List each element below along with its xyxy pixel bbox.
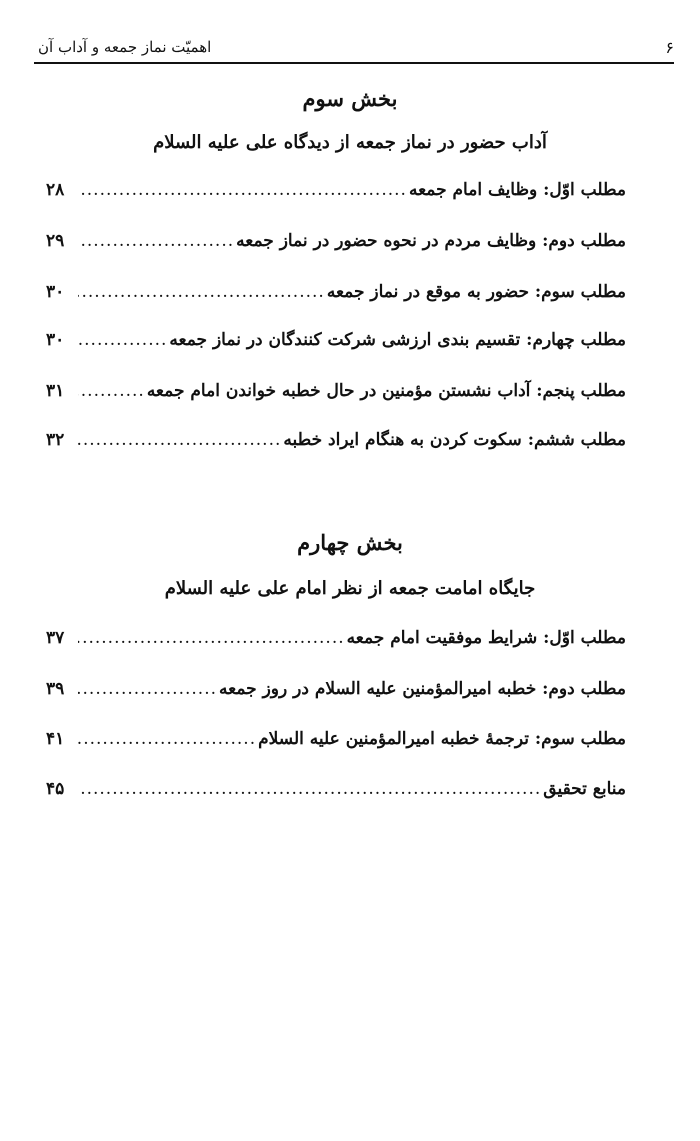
dot-leader: [78, 381, 145, 401]
running-header: [38, 34, 674, 60]
toc-entry-label: مطلب اوّل: وظایف امام جمعه: [408, 180, 626, 200]
toc-entry-label: منابع تحقیق: [543, 779, 626, 799]
section-subtitle-4: جایگاه امامت جمعه از نظر امام علی عليه السلام: [164, 578, 536, 599]
toc-entry-label: مطلب دوم: خطبه امیرالمؤمنین عليه السلام در روز جمعه: [219, 679, 626, 699]
toc-entry-page: ۲۹: [46, 231, 65, 251]
toc-entry[interactable]: [46, 330, 626, 360]
toc-entry[interactable]: [46, 180, 626, 210]
section-subtitle-3: آداب حضور در نماز جمعه از دیدگاه علی عليه السلام: [153, 132, 547, 153]
dot-leader: [78, 282, 325, 302]
toc-entry-page: ۳۰: [46, 282, 65, 302]
dot-leader: [78, 779, 541, 799]
toc-entry-page: ۴۱: [46, 729, 65, 749]
toc-entry-label: مطلب سوم: ترجمهٔ خطبه امیرالمؤمنین عليه السلام: [258, 729, 626, 749]
dot-leader: [78, 430, 281, 450]
toc-entry-label: مطلب ششم: سکوت کردن به هنگام ایراد خطبه: [283, 430, 626, 450]
toc-entry-label: مطلب سوم: حضور به موقع در نماز جمعه: [326, 282, 626, 302]
dot-leader: [78, 679, 217, 699]
toc-entry[interactable]: [46, 430, 626, 460]
toc-entry-page: ۳۰: [46, 330, 65, 350]
dot-leader: [78, 330, 167, 350]
toc-entry[interactable]: [46, 679, 626, 709]
book-title: اهمیّت نماز جمعه و آداب آن: [38, 38, 212, 56]
toc-entry-page: ۳۲: [46, 430, 65, 450]
toc-entry-page: ۳۷: [46, 628, 65, 648]
dot-leader: [78, 729, 256, 749]
toc-entry[interactable]: [46, 628, 626, 658]
toc-entry-page: ۳۱: [46, 381, 65, 401]
section-title-3: بخش سوم: [302, 86, 398, 111]
toc-entry[interactable]: [46, 231, 626, 261]
section-title-4: بخش چهارم: [297, 530, 403, 555]
toc-entry[interactable]: [46, 282, 626, 312]
dot-leader: [78, 180, 407, 200]
dot-leader: [78, 231, 234, 251]
toc-entry[interactable]: [46, 729, 626, 759]
toc-entry-label: مطلب دوم: وظایف مردم در نحوه حضور در نماز جمعه: [236, 231, 626, 251]
toc-entry-label: مطلب اوّل: شرایط موفقیت امام جمعه: [346, 628, 626, 648]
toc-entry-label: مطلب چهارم: تقسیم بندی ارزشی شرکت کنندگان در نماز جمعه: [169, 330, 626, 350]
toc-entry-page: ۳۹: [46, 679, 65, 699]
toc-entry-page: ۲۸: [46, 180, 65, 200]
page-number: ۶: [665, 37, 674, 57]
toc-entry-page: ۴۵: [46, 779, 65, 799]
toc-entry[interactable]: [46, 779, 626, 809]
toc-entry-label: مطلب پنجم: آداب نشستن مؤمنین در حال خطبه خواندن امام جمعه: [146, 381, 626, 401]
header-rule: [34, 62, 674, 64]
dot-leader: [78, 628, 345, 648]
toc-entry[interactable]: [46, 381, 626, 411]
